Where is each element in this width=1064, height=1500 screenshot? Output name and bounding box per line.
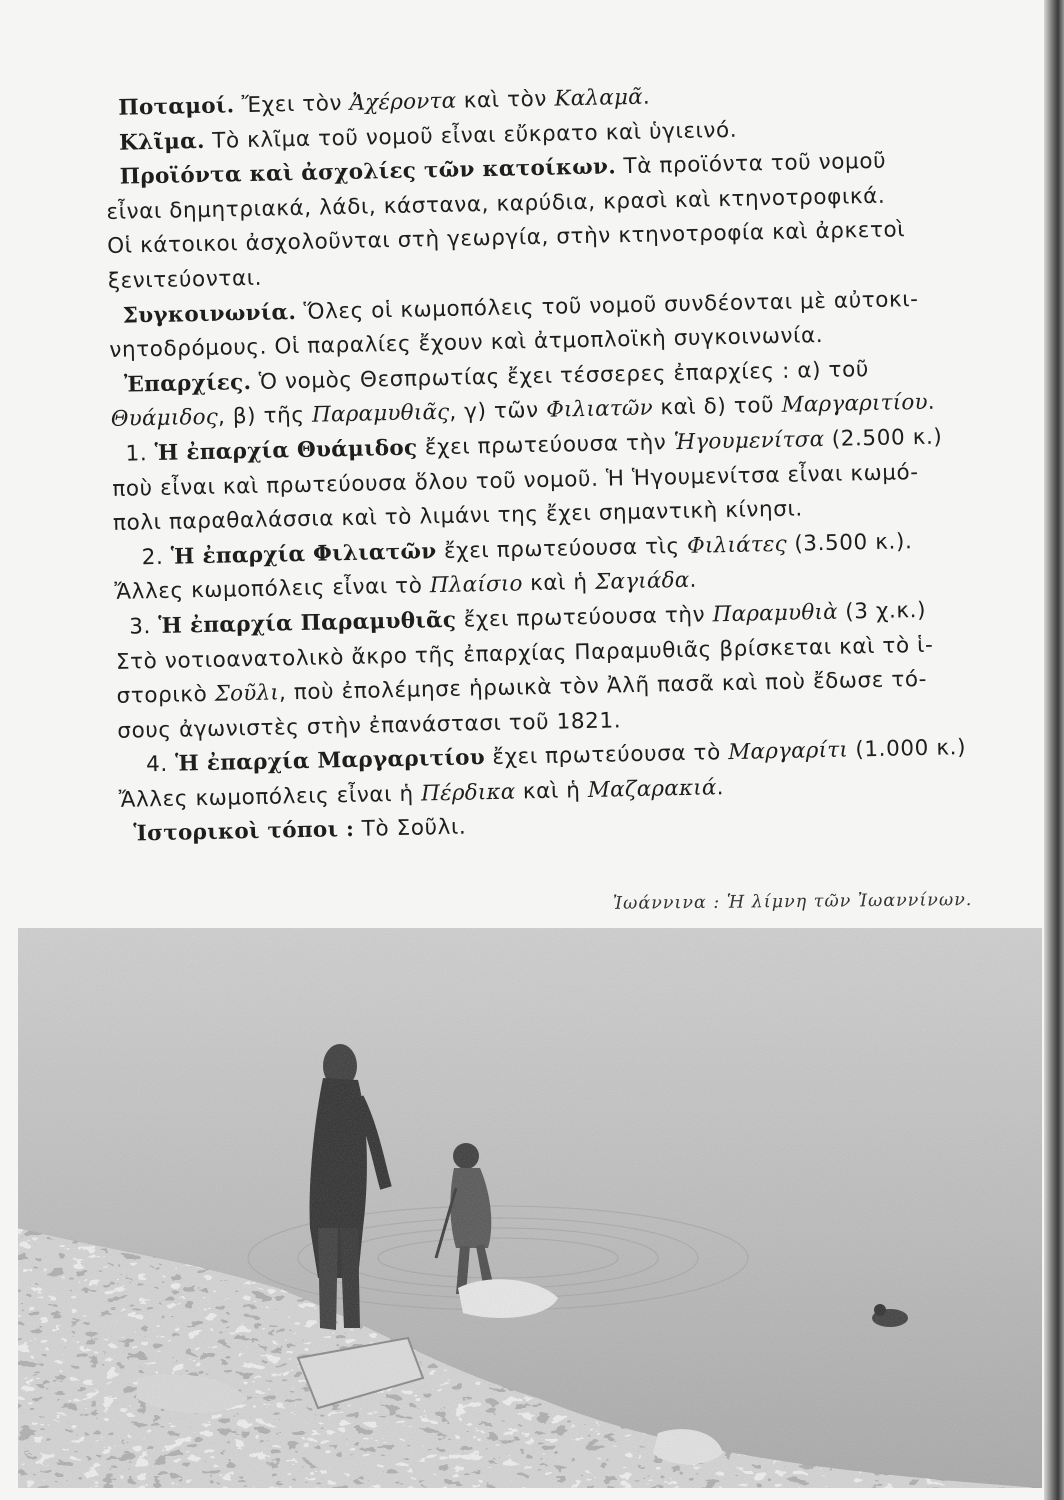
province-margariti: Μαργαριτίου <box>781 390 929 419</box>
town-mazarakia: Μαζαρακιά <box>587 775 717 803</box>
town-perdika: Πέρδικα <box>420 779 516 807</box>
provinces-heading: Ἐπαρχίες. <box>123 369 252 398</box>
item3-text-1: ἔχει πρωτεύουσα τὴν <box>456 602 713 633</box>
river-kalamas: Καλαμᾶ <box>554 84 644 112</box>
rivers-text-2: καὶ τὸν <box>456 86 555 114</box>
item4-heading: Ἡ ἐπαρχία Μαργαριτίου <box>174 745 486 777</box>
province-paramythia: Παραμυθιᾶς <box>311 400 450 429</box>
provinces-sep-3: καὶ δ) τοῦ <box>652 393 782 421</box>
item4-text-4: . <box>716 775 725 801</box>
products-heading: Προϊόντα καὶ ἀσχολίες τῶν κατοίκων. <box>119 154 617 190</box>
item2-population: (3.500 κ.). <box>786 528 913 557</box>
river-acheron: Ἀχέροντα <box>349 88 457 116</box>
lake-photo <box>18 928 1042 1488</box>
provinces-sep-2: , γ) τῶν <box>449 398 547 426</box>
place-souli: Σοῦλι <box>214 680 280 707</box>
item3-number: 3. <box>128 613 159 640</box>
products-text-1: Τὰ προϊόντα τοῦ νομοῦ <box>615 148 887 180</box>
item3-text-3: , ποὺ ἐπολέμησε ἡρωικὰ τὸν Ἀλῆ πασᾶ καὶ ποὺ ἔδωσε τό- <box>278 666 928 706</box>
transport-text-1: Ὅλες οἱ κωμοπόλεις τοῦ νομοῦ συνδέονται μὲ αὐτοκι- <box>295 286 919 325</box>
town-plaisio: Πλαίσιο <box>429 571 523 599</box>
item3-population: (3 χ.κ.) <box>837 597 927 625</box>
products-line-4: ξενιτεύονται. <box>107 265 263 294</box>
item2-text-1: ἔχει πρωτεύουσα τὶς <box>436 533 688 564</box>
rivers-heading: Ποταμοί. <box>118 93 235 121</box>
photo-grain <box>18 928 1042 1488</box>
item4-population: (1.000 κ.) <box>847 735 967 763</box>
item1-number: 1. <box>125 440 155 467</box>
item2-text-4: . <box>689 568 698 594</box>
item1-heading: Ἡ ἐπαρχία Θυάμιδος <box>154 435 418 466</box>
item4-text-1: ἔχει πρωτεύουσα τὸ <box>484 740 729 771</box>
provinces-sep-4: . <box>927 390 936 416</box>
lake-photo-illustration <box>18 928 1042 1488</box>
products-line-3: Οἱ κάτοικοι ἀσχολοῦνται στὴ γεωργία, στὴν κτηνοτροφία καὶ ἀρκετοὶ <box>106 217 906 260</box>
item2-number: 2. <box>141 544 172 571</box>
town-igoumenitsa: Ἡγουμενίτσα <box>673 426 825 456</box>
climate-heading: Κλῖμα. <box>118 128 206 156</box>
transport-heading: Συγκοινωνία. <box>122 299 297 329</box>
town-margariti: Μαργαρίτι <box>727 737 849 766</box>
item2-text-3: καὶ ἡ <box>522 570 596 597</box>
products-line-2: εἶναι δημητριακά, λάδι, κάστανα, καρύδια, κρασὶ καὶ κτηνοτροφικά. <box>106 183 886 225</box>
item1-line-2: ποὺ εἶναι καὶ πρωτεύουσα ὅλου τοῦ νομοῦ. Ἡ Ἡγουμενίτσα εἶναι κωμό- <box>112 459 919 502</box>
item3-text-2: στορικὸ <box>116 681 216 709</box>
provinces-text-1: Ὁ νομὸς Θεσπρωτίας ἔχει τέσσερες ἐπαρχίες : α) τοῦ <box>251 356 870 395</box>
province-filiates: Φιλιατῶν <box>545 395 654 424</box>
province-thyamis: Θυάμιδος <box>110 405 219 433</box>
climate-text: Τὸ κλῖμα τοῦ νομοῦ εἶναι εὔκρατο καὶ ὑγιεινό. <box>204 117 738 154</box>
photo-caption: Ἰωάννινα : Ἡ λίμνη τῶν Ἰωαννίνων. <box>612 890 973 914</box>
rivers-text-3: . <box>642 84 651 110</box>
item1-text-1: ἔχει πρωτεύουσα τὴν <box>417 430 675 461</box>
item2-heading: Ἡ ἐπαρχία Φιλιατῶν <box>170 538 437 570</box>
item3-line-4: σους ἀγωνιστὲς στὴν ἐπανάστασι τοῦ 1821. <box>117 707 622 744</box>
historic-text: Τὸ Σοῦλι. <box>354 815 467 843</box>
historic-heading: Ἱστορικοὶ τόποι : <box>133 817 355 848</box>
transport-line-2: νητοδρόμους. Οἱ παραλίες ἔχουν καὶ ἀτμοπλοϊκὴ συγκοινωνία. <box>109 323 824 364</box>
page-binding-edge <box>1044 0 1064 1500</box>
town-filiates: Φιλιάτες <box>686 531 788 559</box>
item4-number: 4. <box>145 751 176 778</box>
rivers-text: Ἔχει τὸν <box>234 90 350 119</box>
town-sagiada: Σαγιάδα <box>594 568 690 596</box>
item4-text-2: Ἄλλες κωμοπόλεις εἶναι ἡ <box>118 781 422 813</box>
item3-heading: Ἡ ἐπαρχία Παραμυθιᾶς <box>158 607 457 639</box>
town-paramythia: Παραμυθιὰ <box>712 599 839 628</box>
item1-population: (2.500 κ.) <box>824 424 943 452</box>
provinces-sep-1: , β) τῆς <box>217 403 313 431</box>
item3-line-2: Στὸ νοτιοανατολικὸ ἄκρο τῆς ἐπαρχίας Παραμυθιᾶς βρίσκεται καὶ τὸ ἱ- <box>115 632 934 675</box>
text-block <box>104 74 1000 853</box>
item4-text-3: καὶ ἡ <box>515 777 589 805</box>
item2-text-2: Ἄλλες κωμοπόλεις εἶναι τὸ <box>114 573 431 606</box>
item1-line-3: πολι παραθαλάσσια καὶ τὸ λιμάνι της ἔχει σημαντικὴ κίνησι. <box>112 496 804 537</box>
